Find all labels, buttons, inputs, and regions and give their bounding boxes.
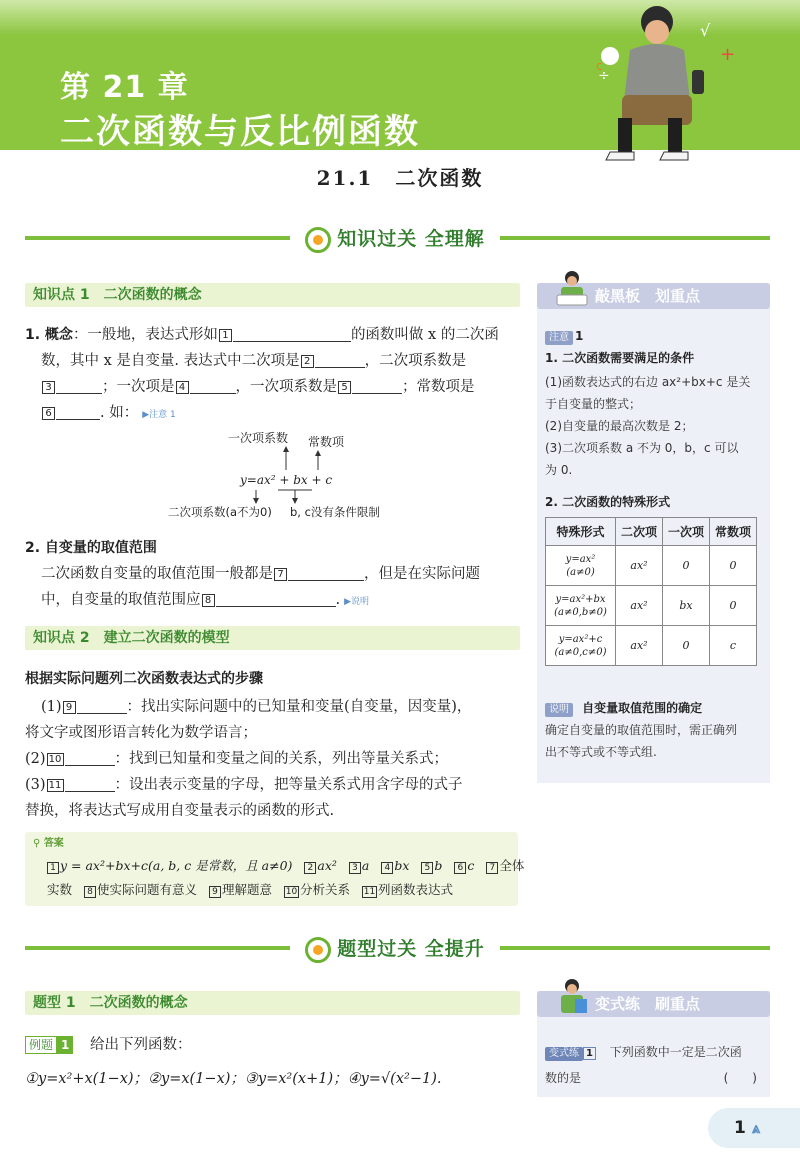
note-ref-link[interactable]: ▶注意 1 [142,410,176,420]
practice1-line1 [545,1041,770,1065]
student-illustration-icon [560,0,800,170]
kp1-text: . [335,592,341,608]
label-quad-coef: 二次项系数(a不为0) [168,505,272,519]
condition-line: (2)自变量的最高次数是 2； [545,419,694,433]
explain-row [545,697,702,717]
condition-line: 于自变量的整式； [545,397,642,411]
table-cell [546,626,616,666]
blank-number: 6 [42,407,55,420]
table-cell: 0 [663,626,710,666]
banner-line-right [500,236,770,240]
kp1-text: 中，自变量的取值范围应 [41,592,201,608]
fill-blank [352,378,402,394]
answer-value: 实数 [47,882,73,897]
fill-blank [288,565,364,581]
table-cell: ax² [616,546,663,586]
kp1-text: ，但是在实际问题 [364,566,480,582]
condition-line: (3)二次项系数 a 不为 0，b，c 可以 [545,441,739,455]
fill-blank [216,591,336,607]
sidebar-key-points [537,283,770,783]
blank-number: 5 [338,381,351,394]
explain-title: 自变量取值范围的确定 [582,701,703,715]
table-cell: 0 [663,546,710,586]
page-logo-icon: ⩓ [751,1119,761,1137]
table-row [546,626,757,666]
table-header-row [546,518,757,546]
answer-number: 1 [47,862,59,874]
answer-value: 分析关系 [300,882,351,897]
label-bc: b, c没有条件限制 [290,505,380,519]
table-cell [546,546,616,586]
svg-text:÷: ÷ [598,68,610,84]
student-board-icon [555,269,589,309]
chapter-number: 第 21 章 [60,70,189,105]
note-tag: 注意 [545,331,573,345]
sidebar1-heading2: 2. 二次函数的特殊形式 [545,495,671,509]
explain-line: 出不等式或不等式组. [545,745,657,759]
kp1-text: . 如： [100,405,139,421]
table-header: 常数项 [710,518,757,546]
table-row [546,546,757,586]
fill-blank [65,776,115,792]
condition-line: 为 0. [545,463,573,477]
table-cell: c [710,626,757,666]
table-cell [546,586,616,626]
step-text: ：设出表示变量的字母，把等量关系式用含字母的式子 [114,777,463,793]
kp1-text: ：一般地，表达式形如 [72,327,218,343]
answer-number: 7 [486,862,498,874]
kp2-title: 知识点 2 建立二次函数的模型 [25,626,520,650]
page-number [708,1108,800,1148]
sidebar2-title: 变式练 刷重点 [537,991,770,1017]
banner-line-left [25,946,290,950]
blank-number: 10 [47,753,64,766]
blank-number: 9 [63,701,76,714]
kp2-content [25,666,525,824]
answer-tag [33,834,64,849]
banner-line-right [500,946,770,950]
form-cond: (a≠0) [566,566,595,578]
form-expr: y=ax² [565,553,596,565]
svg-text:√: √ [700,21,711,40]
answer-value: ax² [317,858,337,873]
table-cell: bx [663,586,710,626]
answer-number: 8 [84,886,96,898]
form-cond: (a≠0,c≠0) [554,646,607,658]
answer-value: y = ax²+bx+c(a, b, c 是常数，且 a≠0) [60,858,293,873]
kp1-text: 数，其中 x 是自变量. 表达式中二次项是 [41,353,300,369]
banner-problem-text: 题型过关 全提升 [337,938,485,960]
explain-text [545,719,770,763]
table-header: 二次项 [616,518,663,546]
blank-number: 7 [274,568,287,581]
banner-problem [292,934,498,963]
fill-blank [56,378,102,394]
answer-value: b [434,858,443,873]
kp1-text: 二次函数自变量的取值范围一般都是 [41,566,273,582]
practice-number: 1 [583,1047,596,1060]
step-text: ：找到已知量和变量之间的关系，列出等量关系式； [114,751,449,767]
sidebar1-title: 敲黑板 划重点 [537,283,770,309]
kp1-text: ，一次项系数是 [235,379,337,395]
practice-text: 数的是 [545,1071,582,1085]
svg-text:c: c [596,59,603,73]
fill-blank [56,404,100,420]
kp1-item2 [25,535,525,615]
answer-value: 理解题意 [222,882,273,897]
answer-value: bx [394,858,410,873]
explain-line: 确定自变量的取值范围时，需正确列 [545,723,738,737]
fill-blank [190,378,236,394]
practice1-line2 [545,1067,765,1089]
answer-number: 11 [363,887,376,897]
kp1-text: 的函数叫做 x 的二次函 [350,327,499,343]
special-forms-table [545,517,757,666]
answer-number: 9 [209,886,221,898]
table-header: 一次项 [663,518,710,546]
student-book-icon [555,977,589,1017]
kp1-title: 知识点 1 二次函数的概念 [25,283,520,307]
condition-line: (1)函数表达式的右边 ax²+bx+c 是关 [545,375,751,389]
blank-number: 11 [47,779,64,792]
fill-blank [233,326,351,342]
table-cell: ax² [616,586,663,626]
kp1-item1-head: 1. 概念 [25,327,73,343]
explain-tag: 说明 [545,703,573,717]
step-text: ：找出实际问题中的已知量和变量(自变量，因变量)， [126,699,472,715]
example1-row [25,1032,525,1058]
sidebar-variation-practice [537,991,770,1097]
step-index: (1) [41,699,62,715]
key-icon: ⚲ [33,838,41,849]
kp1-text: ，二次项系数是 [364,353,467,369]
example-number: 1 [57,1036,73,1054]
kp1-text: ；一次项是 [102,379,175,395]
step-index: (3) [25,777,46,793]
step-text: 将文字或图形语言转化为数学语言； [25,725,257,741]
answer-paren: ( ) [723,1071,757,1085]
blank-number: 2 [301,355,314,368]
blank-number: 4 [176,381,189,394]
blank-number: 1 [219,329,232,342]
banner-badge-icon [305,937,331,963]
page-number-text: 1 [734,1118,746,1138]
answer-number: 4 [381,862,393,874]
fill-blank [77,698,127,714]
explain-ref-link[interactable]: ▶说明 [344,597,370,607]
type1-title: 题型 1 二次函数的概念 [25,991,520,1015]
answer-number: 3 [349,862,361,874]
step-index: (2) [25,751,46,767]
table-cell: 0 [710,586,757,626]
kp1-text: ；常数项是 [402,379,475,395]
form-expr: y=ax²+c [558,633,603,645]
answer-tag-text: 答案 [43,838,64,849]
answer-value: 使实际问题有意义 [97,882,198,897]
fill-blank [315,352,365,368]
blank-number: 3 [42,381,55,394]
chapter-title: 二次函数与反比例函数 [60,112,420,150]
blank-number: 8 [202,594,215,607]
table-cell: ax² [616,626,663,666]
example-functions: ①y=x²+x(1−x)；②y=x(1−x)；③y=x²(x+1)；④y=√(x²−1). [25,1071,442,1087]
answer-value: 列函数表达式 [378,882,454,897]
kp1-item2-head: 2. 自变量的取值范围 [25,540,157,556]
form-expr: y=ax²+bx [555,593,606,605]
answer-number: 10 [285,887,298,897]
answer-line-1 [47,854,524,878]
note-num: 1 [575,329,584,343]
banner-knowledge [292,224,498,253]
svg-text:+: + [720,44,736,65]
formula-text: y=ax² + bx + c [240,473,333,487]
answer-number: 2 [304,862,316,874]
label-linear-coef: 一次项系数 [228,431,289,445]
kp2-heading: 根据实际问题列二次函数表达式的步骤 [25,671,263,687]
formula-diagram [150,426,430,522]
answer-value: 全体 [499,858,525,873]
answer-value: a [361,858,370,873]
table-cell: 0 [710,546,757,586]
table-header: 特殊形式 [546,518,616,546]
kp1-item1 [25,322,525,428]
practice-tag: 变式练 [545,1047,583,1061]
answer-number: 5 [421,862,433,874]
step-text: 替换，将表达式写成用自变量表示的函数的形式. [25,803,335,819]
practice-text: 下列函数中一定是二次函 [609,1045,742,1059]
section-title: 21.1 二次函数 [316,166,484,190]
sidebar1-conditions [545,371,770,481]
form-cond: (a≠0,b≠0) [554,606,607,618]
banner-line-left [25,236,290,240]
fill-blank [65,750,115,766]
answer-number: 6 [454,862,466,874]
answer-box [25,832,525,906]
sidebar1-heading1: 1. 二次函数需要满足的条件 [545,351,695,365]
banner-knowledge-text: 知识过关 全理解 [337,228,485,250]
example-tag: 例题 [25,1036,57,1054]
note-tag-row [545,325,583,345]
banner-badge-icon [305,227,331,253]
table-row [546,586,757,626]
example-text: 给出下列函数： [89,1037,192,1053]
answer-line-2 [47,878,453,902]
answer-value: c [467,858,475,873]
label-constant: 常数项 [308,435,345,449]
